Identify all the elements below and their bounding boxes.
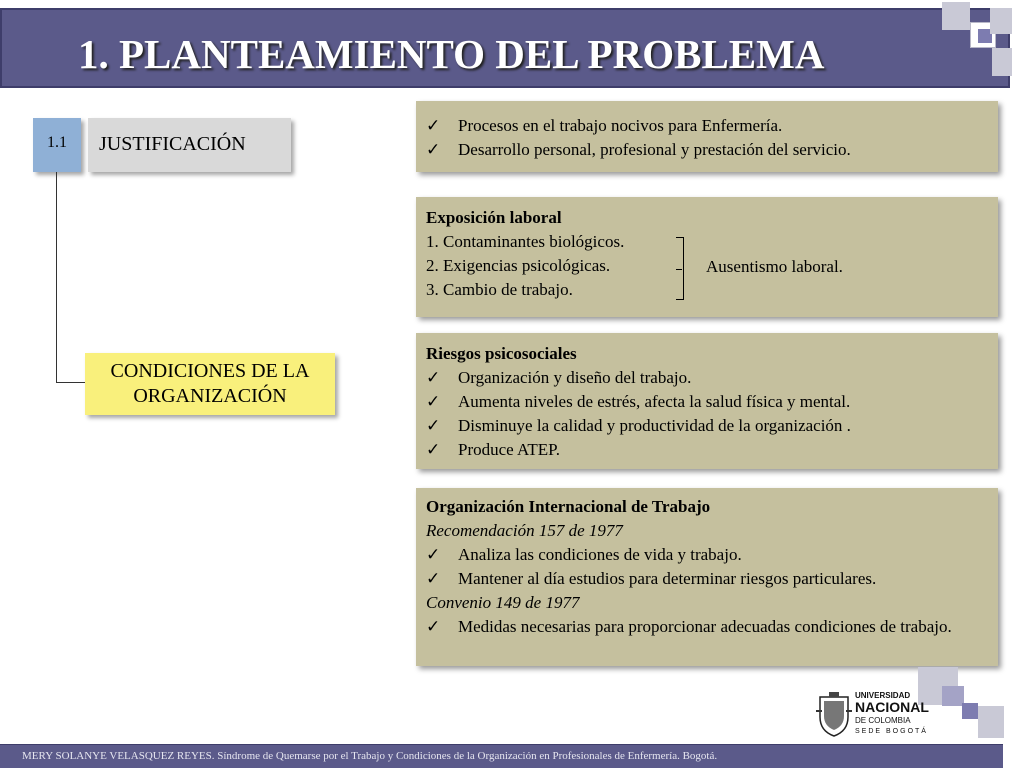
list-item: 1. Contaminantes biológicos. <box>426 232 625 251</box>
section-number-box: 1.1 <box>33 118 81 172</box>
list-item: ✓ Mantener al día estudios para determinar riesgos particulares. <box>426 567 986 591</box>
decor-square <box>990 8 1012 34</box>
list-item: ✓ Disminuye la calidad y productividad de la organización . <box>426 414 986 438</box>
check-icon: ✓ <box>426 140 441 159</box>
list-item: 2. Exigencias psicológicas. <box>426 256 611 275</box>
university-logo <box>814 688 940 740</box>
list-item: ✓ Produce ATEP. <box>426 438 986 462</box>
check-icon: ✓ <box>426 368 441 387</box>
footer-citation: MERY SOLANYE VELASQUEZ REYES. Síndrome de Quemarse por el Trabajo y Condiciones de la Organización en Profesionales de Enfermería. Bogotá. <box>0 744 1003 768</box>
logo-text: UNIVERSIDAD <box>855 691 911 700</box>
card-heading: Organización Internacional de Trabajo <box>426 497 711 516</box>
card-subheading: Convenio 149 de 1977 <box>426 593 580 612</box>
list-item: ✓ Aumenta niveles de estrés, afecta la salud física y mental. <box>426 390 986 414</box>
title-bar <box>0 8 1010 88</box>
connector-line <box>56 382 85 383</box>
conditions-label-line2: ORGANIZACIÓN <box>133 385 287 407</box>
card-heading: Exposición laboral <box>426 208 562 227</box>
check-icon: ✓ <box>426 416 441 435</box>
card-subheading: Recomendación 157 de 1977 <box>426 521 623 540</box>
card-riesgos-psicosociales <box>416 333 998 469</box>
check-icon: ✓ <box>426 116 441 135</box>
check-icon: ✓ <box>426 392 441 411</box>
decor-square <box>992 48 1012 76</box>
card-oit <box>416 488 998 666</box>
check-icon: ✓ <box>426 440 441 459</box>
logo-text: DE COLOMBIA <box>855 716 911 725</box>
brace-bracket <box>676 269 682 270</box>
connector-line <box>56 172 57 382</box>
list-item: ✓ Organización y diseño del trabajo. <box>426 366 986 390</box>
list-item: ✓ Desarrollo personal, profesional y prestación del servicio. <box>426 138 986 162</box>
card-procesos <box>416 101 998 172</box>
card-heading: Riesgos psicosociales <box>426 344 577 363</box>
decor-square <box>942 2 970 30</box>
slide-title: 1. PLANTEAMIENTO DEL PROBLEMA <box>78 31 825 77</box>
conditions-label-line1: CONDICIONES DE LA <box>110 360 310 382</box>
list-item: ✓ Procesos en el trabajo nocivos para Enfermería. <box>426 114 986 138</box>
conditions-box <box>85 353 335 415</box>
decor-square <box>978 706 1004 738</box>
logo-text: NACIONAL <box>855 699 929 715</box>
logo-text: SEDE BOGOTÁ <box>855 728 928 735</box>
ausentismo-label: Ausentismo laboral. <box>706 257 843 276</box>
list-item: ✓ Analiza las condiciones de vida y trabajo. <box>426 543 986 567</box>
decor-square <box>962 703 978 719</box>
decor-square <box>942 686 964 706</box>
coat-of-arms-icon <box>816 691 852 737</box>
list-item: ✓ Medidas necesarias para proporcionar adecuadas condiciones de trabajo. <box>426 615 986 639</box>
justification-box: JUSTIFICACIÓN <box>88 118 291 172</box>
check-icon: ✓ <box>426 569 441 588</box>
list-item: 3. Cambio de trabajo. <box>426 280 573 299</box>
check-icon: ✓ <box>426 617 441 636</box>
check-icon: ✓ <box>426 545 441 564</box>
